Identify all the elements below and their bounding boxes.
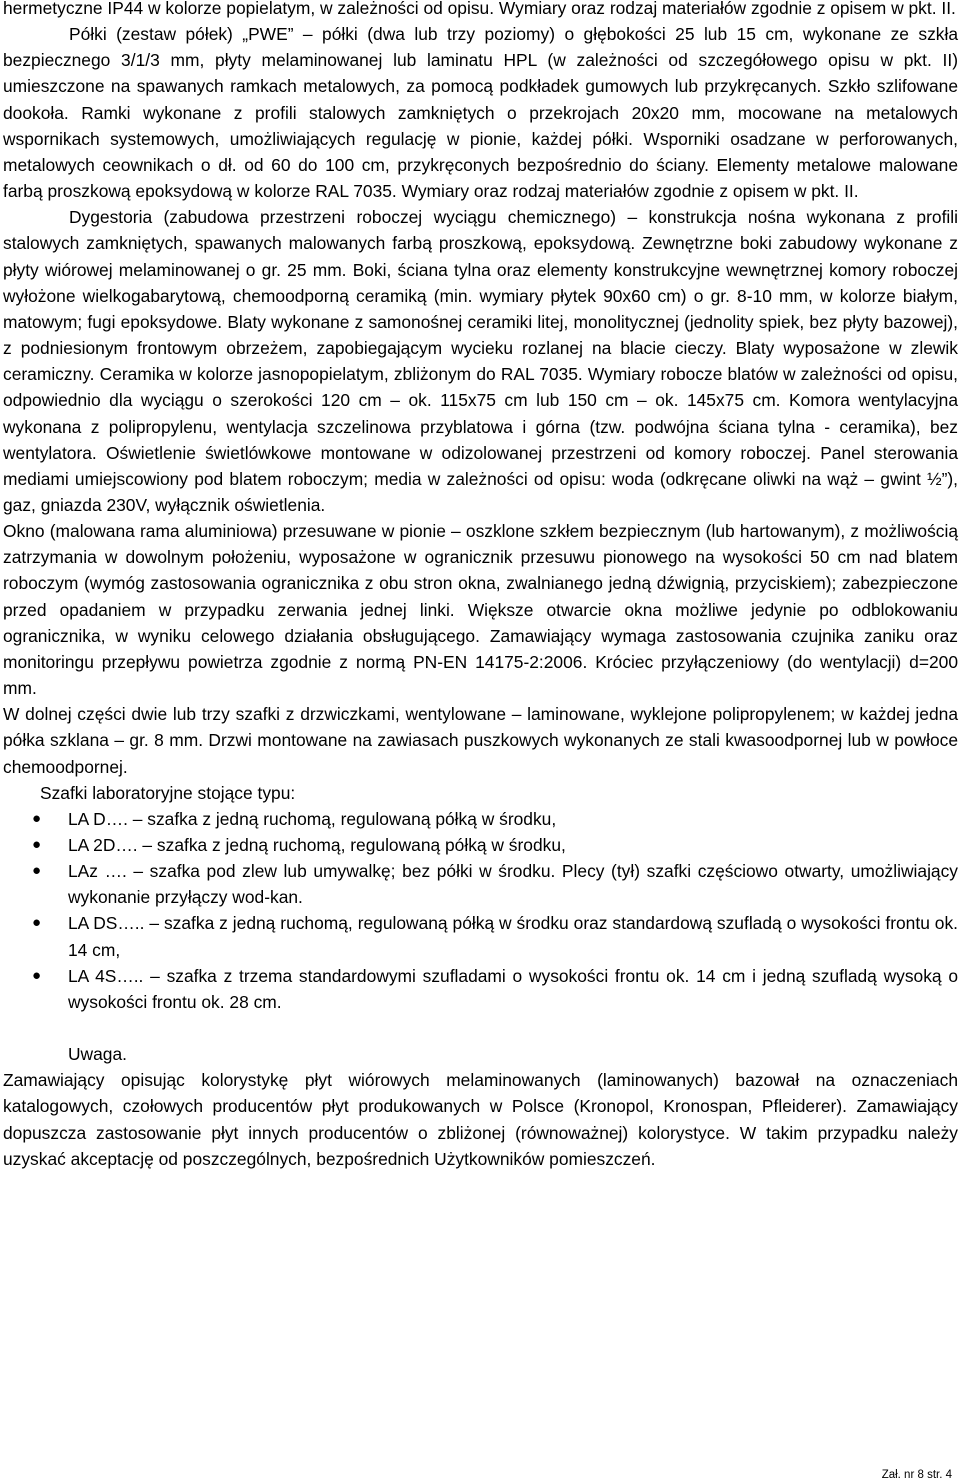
list-item (3, 910, 958, 962)
bullet-icon: ● (32, 809, 42, 827)
bullet-icon: ● (32, 914, 42, 932)
spacer (3, 1015, 958, 1041)
paragraph-shelves: Półki (zestaw półek) „PWE” – półki (dwa lub trzy poziomy) o głębokości 25 lub 15 cm, wykonane ze szkła bezpiecznego 3/1/3 mm, płyty melaminowanej lub laminatu HPL (w zależności od szczegółowego opisu w pkt. II) umieszczone na spawanych ramkach metalowych, za pomocą podkładek gumowych lub przykręcanych. Szkło szlifowane dookoła. Ramki wykonane z profili stalowych zamkniętych o przekrojach 20x20 mm, mocowane na metalowych wspornikach systemowych, umożliwiających regulację w pionie, każdej półki. Wsporniki osadzane w perforowanych, metalowych ceownikach o dł. od 60 do 100 cm, przykręconych bezpośrednio do ściany. Elementy metalowe malowane farbą proszkową epoksydową w kolorze RAL 7035. Wymiary oraz rodzaj materiałów zgodnie z opisem w pkt. II. (3, 24, 958, 202)
list-item-text: LA 4S….. – szafka z trzema standardowymi szufladami o wysokości frontu ok. 14 cm i jedną szufladą wysoką o wysokości frontu ok. 28 cm. (68, 965, 958, 1012)
list-item (3, 858, 958, 910)
paragraph-fume-hood: Dygestoria (zabudowa przestrzeni roboczej wyciągu chemicznego) – konstrukcja nośna wykonana z profili stalowych zamkniętych, spawanych malowanych farbą proszkową, epoksydową. Zewnętrzne boki zabudowy wykonane z płyty wiórowej melaminowanej o gr. 25 mm. Boki, ściana tylna oraz elementy konstrukcyjne wewnętrznej komory roboczej wyłożone wielkogabarytową, chemoodporną ceramiką (min. wymiary płytek 90x60 cm) o gr. 8-10 mm, w kolorze białym, matowym; fugi epoksydowe. Blaty wykonane z samonośnej ceramiki litej, monolitycznej (jednolity spiek, bez płyty bazowej), z podniesionym frontowym obrzeżem, zapobiegającym wycieku rozlanej na blacie cieczy. Blaty wyposażone w zlewik ceramiczny. Ceramika w kolorze jasnopopielatym, zbliżonym do RAL 7035. Wymiary robocze blatów w zależności od opisu, odpowiednio dla wyciągu o szerokości 120 cm – ok. 115x75 cm lub 150 cm – ok. 145x75 cm. Komora wentylacyjna wykonana z polipropylenu, wentylacja szczelinowa przyblatowa i górna (tzw. podwójna ściana tylna - ceramika), bez wentylatora. Oświetlenie świetlówkowe montowane w odizolowanej przestrzeni od komory roboczej. Panel sterowania mediami umiejscowiony pod blatem roboczym; media w zależności od opisu: woda (odkręcane oliwki na wąż – gwint ½”), gaz, gniazda 230V, wyłącznik oświetlenia. (3, 207, 958, 515)
bullet-icon: ● (32, 862, 42, 880)
bullet-icon: ● (32, 836, 42, 853)
cabinets-heading: Szafki laboratoryjne stojące typu: (40, 782, 296, 803)
paragraph-window: Okno (malowana rama aluminiowa) przesuwane w pionie – oszklone szkłem bezpiecznym (lub hartowanym), z możliwością zatrzymania w dowolnym położeniu, wyposażone w ogranicznik przesuwu pionowego na wysokości 50 cm nad blatem roboczym (wymóg zastosowania ogranicznika z obu stron okna, zwalnianego jedną dźwignią, przyciskiem); zabezpieczone przed opadaniem w przypadku zerwania jednej linki. Większe otwarcie okna możliwe jedynie po odblokowaniu ogranicznika, w wyniku celowego działania obsługującego. Zamawiający wymaga zastosowania czujnika zaniku oraz monitoringu przepływu powietrza zgodnie z normą PN-EN 14175-2:2006. Króciec przyłączeniowy (do wentylacji) d=200 mm. (3, 521, 958, 699)
list-item-text: LA D…. – szafka z jedną ruchomą, regulowaną półką w środku, (68, 808, 557, 829)
page-footer: Zał. nr 8 str. 4 (881, 1469, 952, 1481)
list-item (3, 963, 958, 1015)
note-title: Uwaga. (68, 1044, 127, 1065)
bullet-icon: ● (32, 966, 42, 984)
list-item (3, 806, 958, 832)
list-item-text: LA 2D…. – szafka z jedną ruchomą, regulowaną półką w środku, (68, 835, 566, 855)
document-page (3, 0, 958, 1172)
list-item-text: LA DS….. – szafka z jedną ruchomą, regulowaną półką w środku oraz standardową szufladą o wysokości frontu ok. 14 cm, (68, 913, 958, 960)
paragraph-continuation: hermetyczne IP44 w kolorze popielatym, w zależności od opisu. Wymiary oraz rodzaj materiałów zgodnie z opisem w pkt. II. (3, 0, 956, 18)
list-item (3, 832, 958, 858)
paragraph-lower-cabinets: W dolnej części dwie lub trzy szafki z drzwiczkami, wentylowane – laminowane, wyklejone polipropylenem; w każdej jedna półka szklana – gr. 8 mm. Drzwi montowane na zawiasach puszkowych wykonanych ze stali kwasoodpornej lub w powłoce chemoodpornej. (3, 704, 958, 777)
cabinet-type-list (3, 806, 958, 1015)
list-item-text: LAz …. – szafka pod zlew lub umywalkę; bez półki w środku. Plecy (tył) szafki częściowo otwarty, umożliwiający wykonanie przyłączy wod-kan. (68, 861, 958, 908)
note-text: Zamawiający opisując kolorystykę płyt wiórowych melaminowanych (laminowanych) bazował na oznaczeniach katalogowych, czołowych producentów płyt produkowanych w Polsce (Kronopol, Kronospan, Pfleiderer). Zamawiający dopuszcza zastosowanie płyt innych producentów o zbliżonej (równoważnej) kolorystyce. W takim przypadku należy uzyskać akceptację od poszczególnych, bezpośrednich Użytkowników pomieszczeń. (3, 1070, 958, 1169)
